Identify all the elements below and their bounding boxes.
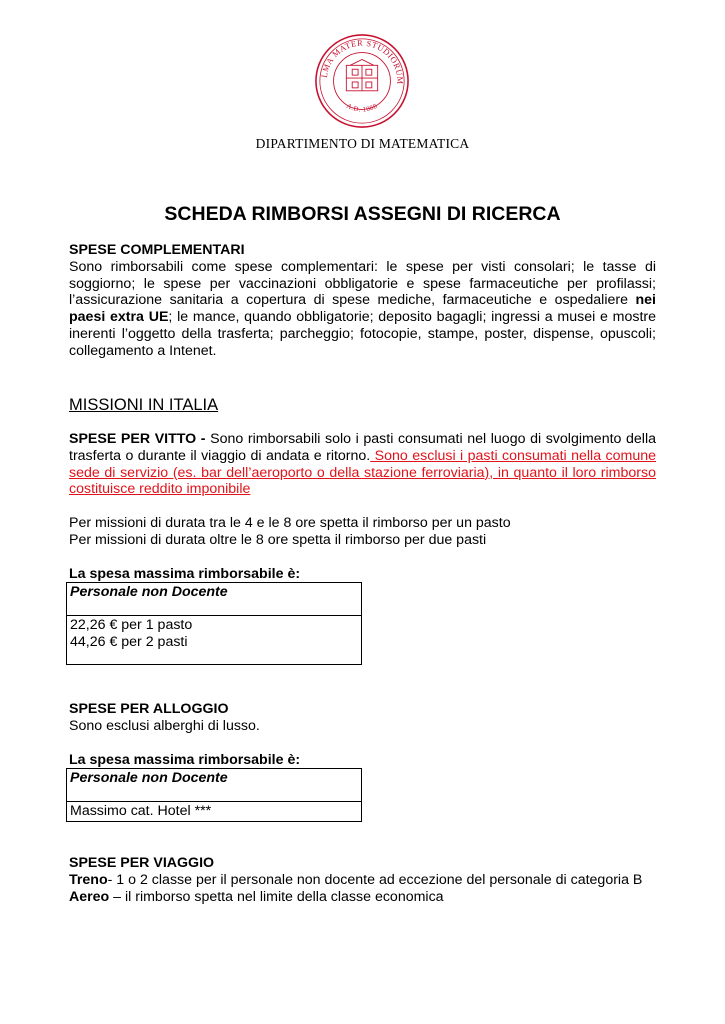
vitto-value-two-meals: 44,26 € per 2 pasti [70, 633, 188, 650]
rule-two-meals: Per missioni di durata oltre le 8 ore spetta il rimborso per due pasti [69, 532, 487, 548]
alloggio-heading: SPESE PER ALLOGGIO [69, 701, 229, 717]
alloggio-max-label: La spesa massima rimborsabile è: [69, 752, 301, 768]
vitto-table-values [67, 616, 362, 665]
svg-text:ALMA MATER STUDIORUM [313, 32, 404, 85]
spese-vitto-red-note: Sono esclusi i pasti consumati nella comune sede di servizio (es. bar dell’aeroporto o della stazione ferroviaria), in quanto il loro rimborso costituisce reddito imponibile [69, 447, 657, 498]
missioni-italia-heading: MISSIONI IN ITALIA [69, 396, 219, 414]
rule-one-meal: Per missioni di durata tra le 4 e le 8 ore spetta il rimborso per un pasto [69, 515, 511, 531]
vitto-max-label: La spesa massima rimborsabile è: [69, 566, 301, 582]
vitto-table-header: Personale non Docente [67, 583, 362, 616]
seal-bottom-text: A.D. 1088 [345, 102, 379, 114]
department-name: DIPARTIMENTO DI MATEMATICA [255, 136, 470, 151]
svg-text:A.D. 1088 [345, 103, 379, 114]
viaggio-heading: SPESE PER VIAGGIO [69, 855, 215, 871]
alloggio-table-header: Personale non Docente [67, 769, 362, 802]
vitto-value-one-meal: 22,26 € per 1 pasto [70, 617, 193, 633]
spese-complementari-text: Sono rimborsabili come spese complementari: le spese per visti consolari; le tasse di soggiorno; le spese per vaccinazioni obbligatorie e spese farmaceutiche per profilassi; l’assicurazione sanitaria a copertura di spese mediche, farmaceutiche e ospedaliere nei paesi extra UE; le mance, quando obbligatorie; deposito bagagli; ingressi a musei e mostre inerenti l’oggetto della trasferta; parcheggio; fotocopie, stampe, poster, dispense, opuscoli; collegamento a Intenet. [69, 258, 656, 359]
spese-vitto-text: Sono rimborsabili solo i pasti consumati nel luogo di svolgimento della trasferta o durante il viaggio di andata e ritorno. [69, 431, 656, 464]
page-title: SCHEDA RIMBORSI ASSEGNI DI RICERCA [164, 203, 561, 225]
spese-complementari-section [69, 242, 656, 360]
alloggio-table-value: Massimo cat. Hotel *** [67, 802, 362, 822]
university-seal-logo [313, 32, 411, 130]
viaggio-aereo: Aereo – il rimborso spetta nel limite della classe economica [69, 888, 444, 905]
spese-vitto-paragraph [69, 431, 656, 498]
alloggio-text: Sono esclusi alberghi di lusso. [69, 718, 260, 734]
spese-viaggio-section [69, 855, 656, 905]
spese-vitto-label: SPESE PER VITTO - [69, 431, 211, 447]
viaggio-treno: Treno- 1 o 2 classe per il personale non docente ad eccezione del personale di categoria B [69, 871, 643, 888]
vitto-limits-table [66, 582, 362, 665]
spese-complementari-heading: SPESE COMPLEMENTARI [69, 242, 245, 258]
alloggio-limits-table [66, 768, 362, 822]
seal-top-text: LMA MATER STUDIORUM [319, 38, 405, 85]
